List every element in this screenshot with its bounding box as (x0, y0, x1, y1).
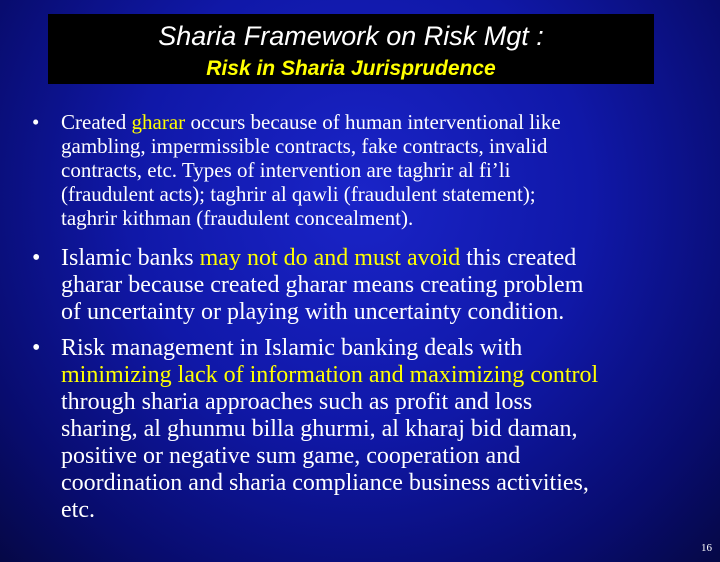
slide-subtitle: Risk in Sharia Jurisprudence (206, 57, 496, 80)
bullet-marker: • (32, 245, 41, 271)
bullet-line: of uncertainty or playing with uncertainty condition. (61, 299, 565, 325)
bullet-line: gambling, impermissible contracts, fake contracts, invalid (61, 134, 548, 158)
bullet-line: contracts, etc. Types of intervention are taghrir al fi’li (61, 158, 511, 182)
bullet-line: minimizing lack of information and maximizing control (61, 362, 599, 388)
slide-title: Sharia Framework on Risk Mgt : (158, 21, 544, 51)
bullet-line: (fraudulent acts); taghrir al qawli (fraudulent statement); (61, 182, 536, 206)
bullet-line: taghrir kithman (fraudulent concealment). (61, 206, 414, 230)
bullet-line: positive or negative sum game, cooperation and (61, 443, 521, 469)
bullet-line: sharing, al ghunmu billa ghurmi, al kharaj bid daman, (61, 416, 578, 442)
bullet-line: Islamic banks may not do and must avoid this created (61, 245, 577, 271)
bullet-line: gharar because created gharar means creating problem (61, 272, 584, 298)
bullet-line: Created gharar occurs because of human interventional like (61, 110, 561, 134)
bullet-line: through sharia approaches such as profit and loss (61, 389, 533, 415)
bullet-marker: • (32, 110, 40, 134)
bullet-marker: • (32, 335, 41, 361)
page-number: 16 (701, 542, 712, 554)
bullet-line: Risk management in Islamic banking deals with (61, 335, 523, 361)
bullet-line: coordination and sharia compliance business activities, (61, 470, 589, 496)
title-box (48, 14, 654, 84)
bullet-line: etc. (61, 497, 95, 523)
